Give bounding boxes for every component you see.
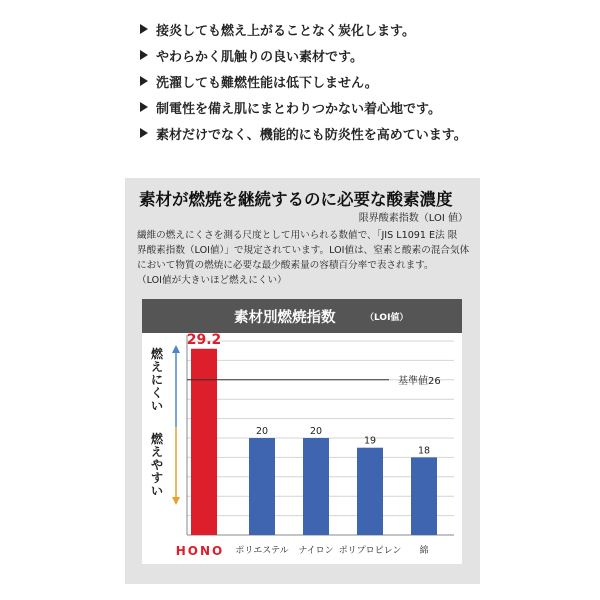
description-line: 繊維の燃えにくさを測る尺度として用いられる数値で、「JIS L1091 E法 限 (137, 230, 458, 241)
triangle-bullet-icon (140, 128, 148, 138)
chart-title-unit: （LOI値） (365, 313, 409, 323)
triangle-bullet-icon (140, 24, 148, 34)
panel-title: 素材が燃焼を継続するのに必要な酸素濃度 (139, 190, 453, 209)
feature-item (140, 94, 467, 120)
feature-list (140, 16, 467, 146)
vertical-char: え (150, 445, 163, 459)
chart-title: 素材別燃焼指数 (234, 310, 336, 326)
feature-text: 制電性を備え肌にまとわりつかない着心地です。 (156, 101, 441, 117)
feature-item (140, 120, 467, 146)
bar (303, 438, 329, 535)
y-label-up (150, 348, 164, 413)
data-label: 29.2 (186, 331, 222, 348)
triangle-bullet-icon (140, 76, 148, 86)
vertical-char: く (150, 386, 163, 400)
panel-description (137, 228, 471, 288)
bar (411, 457, 437, 535)
feature-item (140, 42, 467, 68)
arrow-up-icon (172, 345, 180, 353)
reference-label: 基準値26 (398, 375, 441, 387)
feature-text: 接炎しても燃え上がることなく炭化します。 (156, 23, 415, 39)
vertical-char: に (150, 373, 163, 387)
triangle-bullet-icon (140, 50, 148, 60)
bar (357, 448, 383, 535)
feature-text: やわらかく肌触りの良い素材です。 (156, 49, 363, 65)
feature-item (140, 16, 467, 42)
category-label: ナイロン (298, 546, 334, 556)
description-line: （LOI値が大きいほど燃えにくい） (137, 275, 287, 286)
loi-info-panel (125, 178, 480, 584)
chart-plot (142, 299, 462, 564)
vertical-char: い (150, 399, 163, 413)
vertical-char: 燃 (150, 347, 163, 361)
loi-bar-chart (142, 299, 462, 564)
vertical-char: い (150, 484, 163, 498)
arrow-down-icon (172, 497, 180, 505)
bar (249, 438, 275, 535)
vertical-char: す (150, 471, 163, 485)
y-label-down (150, 433, 164, 498)
vertical-char: や (150, 458, 163, 472)
feature-item (140, 68, 467, 94)
feature-text: 洗濯しても難燃性能は低下しません。 (156, 75, 378, 91)
vertical-char: 燃 (150, 432, 163, 446)
category-label-brand: HONO (175, 544, 225, 558)
description-line: 界酸素指数（LOI値）」で規定されています。LOI値は、窒素と酸素の混合気体 (137, 245, 470, 256)
feature-text: 素材だけでなく、機能的にも防炎性を高めています。 (156, 127, 467, 143)
data-label: 18 (417, 445, 431, 457)
data-label: 20 (255, 426, 269, 437)
panel-subtitle: 限界酸素指数（LOI 値） (358, 213, 468, 224)
data-label: 20 (309, 426, 323, 437)
category-label: 綿 (419, 546, 429, 556)
bar-highlight (191, 349, 217, 535)
category-label: ポリプロピレン (338, 546, 402, 556)
description-line: において物質の燃焼に必要な最少酸素量の容積百分率で表されます。 (137, 260, 434, 271)
data-label: 19 (363, 435, 377, 447)
vertical-char: え (150, 360, 163, 374)
triangle-bullet-icon (140, 102, 148, 112)
category-label: ポリエステル (235, 546, 289, 556)
